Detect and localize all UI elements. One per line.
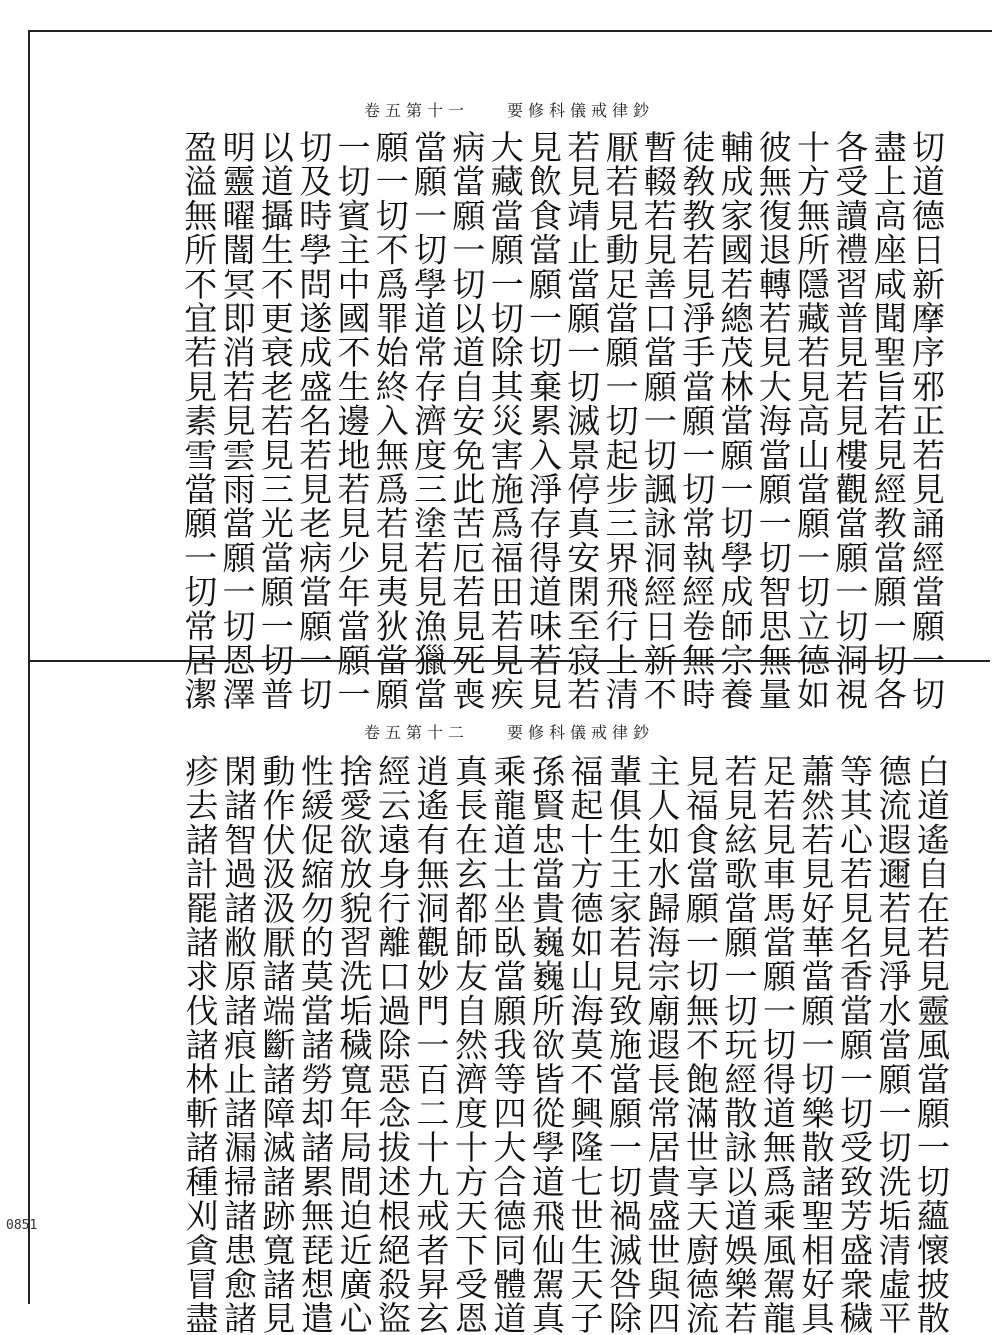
bottom-header-title: 要修科儀戒律鈔: [507, 723, 655, 742]
bottom-text-column: 白道遙自在若見靈風當願一切蘊懷披散: [912, 754, 951, 1335]
top-half-page: [28, 34, 990, 712]
top-running-header: [28, 98, 990, 121]
bottom-text-column: 閑諸智過諸敝原諸痕止諸漏掃諸患愈諸: [219, 754, 258, 1335]
bottom-text-column: 捨愛欲放貌習洗垢穢寬年局間迫近廣心: [334, 754, 374, 1335]
margin-page-number: 0851: [6, 1218, 38, 1233]
top-text-column: 明靈曜闇冥即消若見雲雨當願一切恩澤: [217, 130, 257, 712]
top-text-column: 盈溢無所不宜若見素雪當願一切常居潔: [179, 130, 219, 712]
top-text-column: 若見靖止當願一切滅景停真安閑至寂若: [562, 130, 602, 712]
top-text-column: 各受讀禮習普見若見樓觀當願一切洞視: [830, 130, 870, 712]
bottom-half-page: [28, 662, 990, 1335]
top-text-column: 切道德日新摩序邪正若見誦經當願一切: [907, 130, 946, 712]
top-text-column: 以道攝生不更衰老若見三光當願一切普: [255, 130, 295, 712]
top-text-column: 厭若見動足當願一切起步三界飛行上清: [600, 130, 640, 712]
bottom-header-volume: 卷五第十二: [363, 723, 469, 742]
bottom-text-column: 足若見車馬當願一切得道無爲乘風駕龍: [758, 754, 797, 1335]
top-text-column: 病當願一切以道自安免此苦厄若見死喪: [447, 130, 487, 712]
top-text-column: 暫輟若見善口當願一切諷詠洞經日新不: [638, 130, 678, 712]
bottom-text-column: 動作伏汲汲厭諸端斷諸障滅諸跡寬諸見: [257, 754, 297, 1335]
bottom-text-column: 若見絃歌當願一切玩經散詠以道娛樂若: [719, 754, 759, 1335]
top-text-column: 輔成家國若總茂林當願一切學成師宗養: [715, 130, 755, 712]
top-text-column: 願一切不爲罪始終入無爲若見夷狄當願: [370, 130, 410, 712]
top-text-column: 見飲食當願一切棄累入淨存得道味若見: [524, 130, 563, 712]
bottom-text-column: 等其心若見名香當願一切受致芳盛衆穢: [835, 754, 874, 1335]
top-text-column: 大藏當願一切除其災害施爲福田若見疾: [485, 130, 525, 712]
top-header-title: 要修科儀戒律鈔: [507, 101, 655, 120]
top-text-column: 當願一切學道常存濟度三塗若見漁獵當: [409, 130, 449, 712]
top-text-column: 十方無所隱藏若見高山當願一切立德如: [792, 130, 832, 712]
bottom-text-column: 德流遐邇若見淨水當願一切洗垢清虛平: [873, 754, 913, 1335]
bottom-text-column: 輩俱生王家若見致施當願一切禍滅咎除: [604, 754, 643, 1335]
top-header-volume: 卷五第十一: [363, 101, 469, 120]
bottom-text-column: 性緩促縮勿的莫當諸勞却諸累無琵想遣: [296, 754, 335, 1335]
bottom-text-column: 疹去諸計罷諸求伐諸林斬諸種刈貪冒盡: [180, 754, 220, 1335]
top-text-column: 切及時學問遂成盛名若見老病當願一切: [294, 130, 334, 712]
bottom-text-column: 蕭然若見好華當願一切樂散諸聖相好具: [796, 754, 836, 1335]
bottom-running-header: [28, 720, 990, 743]
bottom-text-column: 經云遠身行離口過除惡念拔述根絕殺盜: [373, 754, 412, 1335]
bottom-text-column: 真長在玄都師友自然濟度十方天下受恩: [450, 754, 489, 1335]
bottom-text-column: 福起十方德如山海莫不興隆七世生天子: [565, 754, 605, 1335]
top-text-column: 彼無復退轉若見大海當願一切智思無量: [753, 130, 793, 712]
top-text-column: 一切賓主中國不生邊地若見少年當願一: [332, 130, 372, 712]
top-text-column: 盡上高座咸聞聖旨若見經教當願一切各: [868, 130, 908, 712]
bottom-text-column: 主人如水歸海宗廟遐長常居貴盛世與四: [642, 754, 682, 1335]
bottom-text-column: 見福食當願一切無不飽滿世享天廚德流: [681, 754, 720, 1335]
bottom-text-column: 乘龍道士坐臥當願我等四大合德同體道: [488, 754, 528, 1335]
top-text-column: 徒敎教若見淨手當願一切常執經卷無時: [677, 130, 717, 712]
bottom-text-column: 孫賢忠當貴巍巍所欲皆從學道飛仙駕真: [527, 754, 566, 1335]
bottom-text-column: 逍遙有無洞觀妙門一百二十九戒者昇玄: [411, 754, 451, 1335]
